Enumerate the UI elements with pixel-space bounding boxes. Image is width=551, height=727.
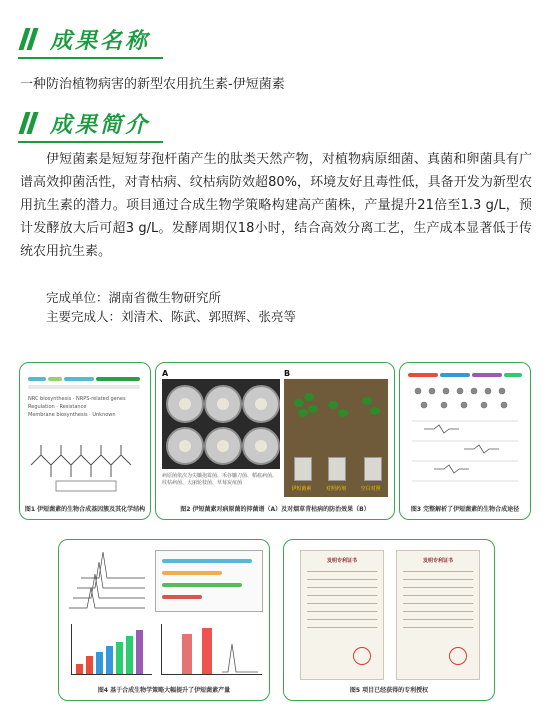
seal-icon <box>353 647 371 665</box>
section-title-result-name <box>20 22 150 56</box>
figure-3-biosynthesis <box>399 362 531 520</box>
petri-dish-photo <box>162 379 280 469</box>
seal-icon <box>449 647 467 665</box>
pathway-diagram <box>404 381 526 499</box>
section-title-intro <box>20 106 150 140</box>
completion-unit: 完成单位：湖南省微生物研究所 <box>46 290 222 305</box>
title-underline <box>18 57 163 59</box>
accent-slash-icon <box>20 110 40 136</box>
figure-5-patents <box>283 539 495 701</box>
figure-caption: 图1 伊短菌素的生物合成基因簇及其化学结构 <box>24 506 146 513</box>
tobacco-plant-photo <box>284 379 388 497</box>
yield-bar-chart <box>71 624 152 675</box>
pot-labels: 伊短菌素 对照药剂 空白对照 <box>291 486 381 492</box>
fig2-note: 病原菌依次为尖镰孢霉菌、禾谷镰刀菌、稻瘟病菌、纹枯病菌、大丽轮枝菌、草莓炭疽菌 <box>162 473 278 486</box>
yield-line-chart <box>161 624 262 675</box>
figure-1-gene-cluster <box>19 362 151 520</box>
main-contributors: 主要完成人：刘清术、陈武、郭照辉、张亮等 <box>46 309 297 324</box>
panel-label: A <box>162 369 169 378</box>
section-heading: 成果简介 <box>50 112 151 138</box>
strain-engineering-diagram <box>155 550 263 612</box>
figure-2-antimicrobial <box>155 362 395 520</box>
patent-certificate: 发明专利证书 <box>300 550 384 680</box>
figure-caption: 图5 项目已经获得的专利授权 <box>349 687 429 694</box>
figure-caption: 图3 完整解析了伊短菌素的生物合成途径 <box>410 506 520 513</box>
chromatogram-stack <box>67 548 147 614</box>
figure-4-yield <box>58 539 270 701</box>
section-heading: 成果名称 <box>50 28 151 54</box>
project-name: 一种防治植物病害的新型农用抗生素-伊短菌素 <box>20 77 285 92</box>
chemical-structure-diagram <box>26 435 144 495</box>
accent-slash-icon <box>20 26 40 52</box>
panel-label: B <box>284 369 291 378</box>
fig1-legend: NRC biosynthesis · NRPS-related genes Regulation · Resistance Membrane biosynthesis · Unknown <box>28 396 126 418</box>
title-underline <box>18 141 163 143</box>
patent-certificate: 发明专利证书 <box>396 550 480 680</box>
figure-caption: 图4 基于合成生物学策略大幅提升了伊短菌素产量 <box>97 687 231 694</box>
figure-caption: 图2 伊短菌素对病原菌的抑菌谱（A）及对烟草青枯病的防治效果（B） <box>180 506 370 513</box>
intro-paragraph: 伊短菌素是短短芽孢杆菌产生的肽类天然产物，对植物病原细菌、真菌和卵菌具有广谱高效抑菌活性，对青枯病、纹枯病防效超80%，环境友好且毒性低，具备开发为新型农用抗生素的潜力。项目通过合成生物学策略构建高产菌株，产量提升21倍至1.3 g/L，预计发酵放大后可超3 g/L。发酵周期仅18小时，结合高效分离工艺，生产成本显著低于传统农用抗生素。 <box>20 152 532 259</box>
